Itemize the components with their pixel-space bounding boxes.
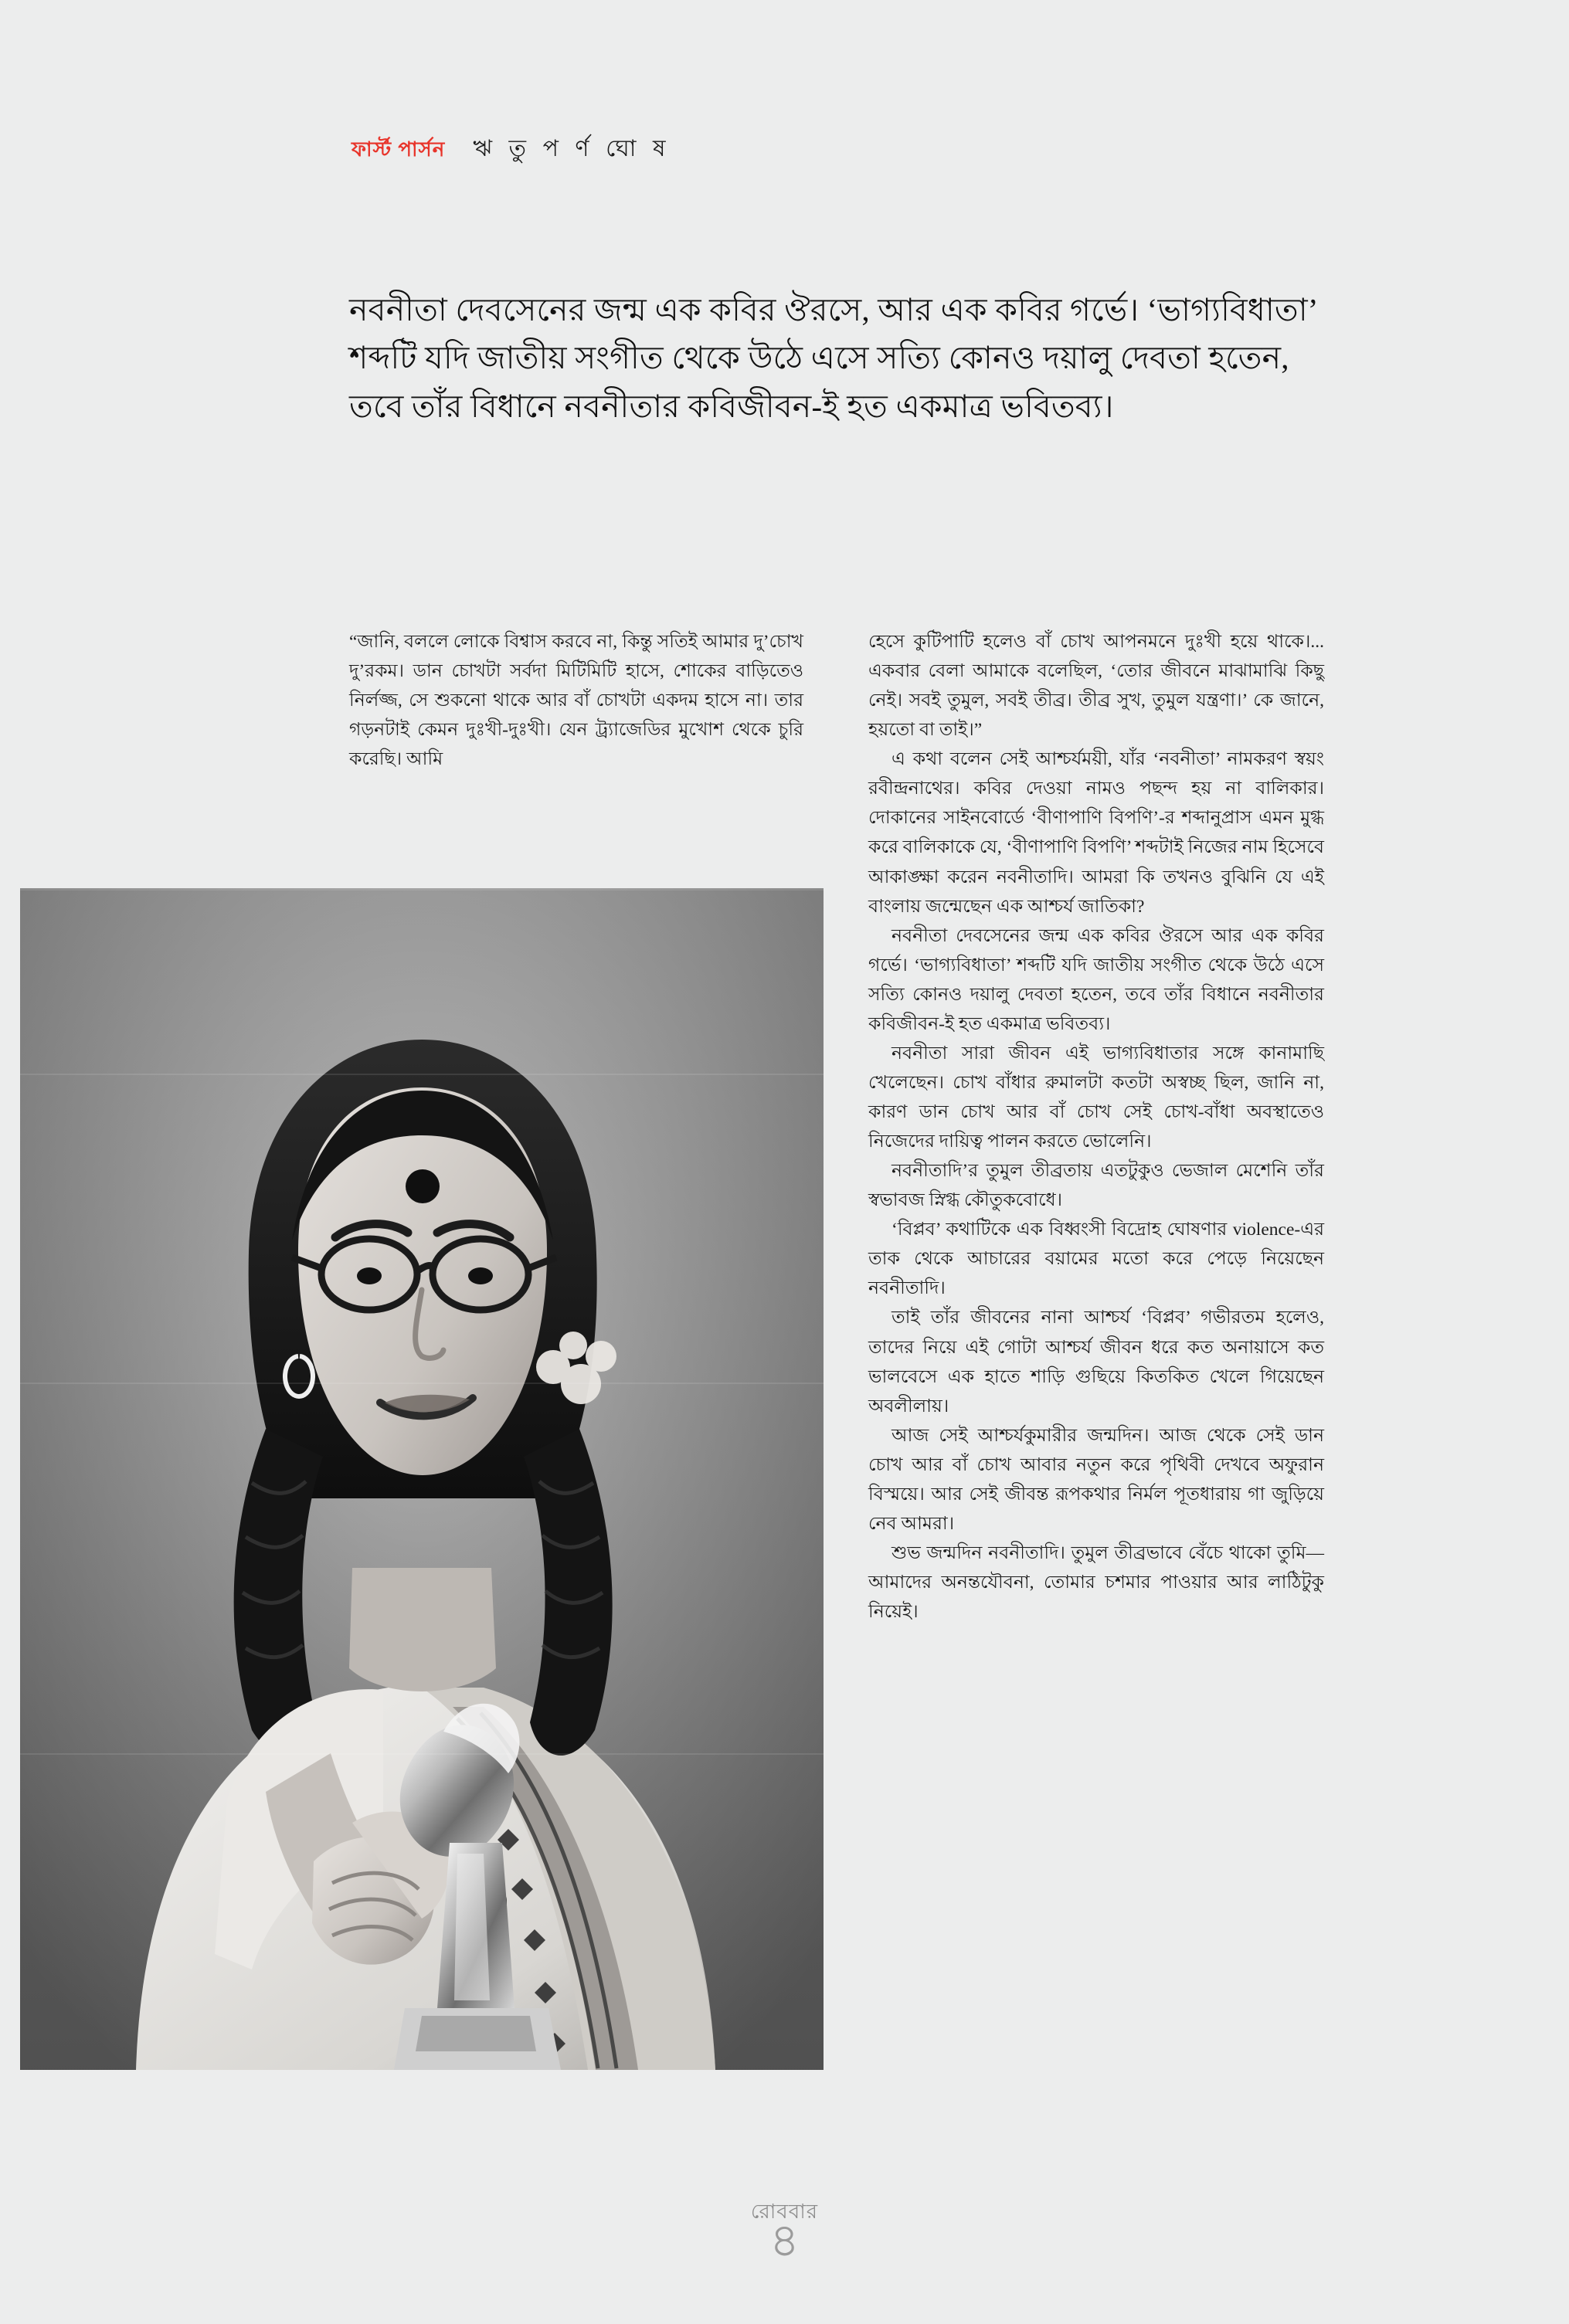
author-byline: ঋ তু প র্ণ ঘো ষ — [473, 136, 671, 161]
paragraph: নবনীতা সারা জীবন এই ভাগ্যবিধাতার সঙ্গে কানামাছি খেলেছেন। চোখ বাঁধার রুমালটা কতটা অস্বচ্ছ ছিল, জানি না, কারণ ডান চোখ আর বাঁ চোখ সেই চোখ-বাঁধা অবস্থাতেও নিজেদের দায়িত্ব পালন করতে ভোলেনি। — [868, 1043, 1324, 1152]
paragraph: তাই তাঁর জীবনের নানা আশ্চর্য ‘বিপ্লব’ গভীরতম হলেও, তাদের নিয়ে এই গোটা আশ্চর্য জীবন ধরে কত অনায়াসে কত ভালবেসে এক হাতে শাড়ি গুছিয়ে কিতকিত খেলে গিয়েছেন অবলীলায়। — [868, 1308, 1324, 1416]
paragraph: নবনীতা দেবসেনের জন্ম এক কবির ঔরসে আর এক কবির গর্ভে। ‘ভাগ্যবিধাতা’ শব্দটি যদি জাতীয় সংগীত থেকে উঠে এসে সত্যি কোনও দয়ালু দেবতা হতেন, তবে তাঁর বিধানে নবনীতার কবিজীবন-ই হত একমাত্র ভবিতব্য। — [868, 925, 1324, 1034]
body-column-left — [349, 627, 803, 774]
paragraph: শুভ জন্মদিন নবনীতাদি। তুমুল তীব্রভাবে বেঁচে থাকো তুমি—আমাদের অনন্তযৌবনা, তোমার চশমার পাওয়ার আর লাঠিটুকু নিয়েই। — [868, 1542, 1324, 1623]
paragraph: নবনীতাদি’র তুমুল তীব্রতায় এতটুকুও ভেজাল মেশেনি তাঁর স্বভাবজ স্নিগ্ধ কৌতুকবোধে। — [868, 1161, 1324, 1211]
paragraph: আজ সেই আশ্চর্যকুমারীর জন্মদিন। আজ থেকে সেই ডান চোখ আর বাঁ চোখ আবার নতুন করে পৃথিবী দেখবে অফুরান বিস্ময়ে। আর সেই জীবন্ত রূপকথার নির্মল পূতধারায় গা জুড়িয়ে নেব আমরা। — [868, 1425, 1324, 1534]
paragraph: হেসে কুটিপাটি হলেও বাঁ চোখ আপনমনে দুঃখী হয়ে থাকে।... একবার বেলা আমাকে বলেছিল, ‘তোর জীবনে মাঝামাঝি কিছু নেই। সবই তুমুল, সবই তীব্র। তীব্র সুখ, তুমুল যন্ত্রণা।’ কে জানে, হয়তো বা তাই।” — [868, 632, 1324, 741]
paragraph: “জানি, বললে লোকে বিশ্বাস করবে না, কিন্তু সতিই আমার দু’চোখ দু’রকম। ডান চোখটা সর্বদা মিটিমিটি হাসে, শোকের বাড়িতেও নির্লজ্জ, সে শুকনো থাকে আর বাঁ চোখটা একদম হাসে না। তার গড়নটাই কেমন দুঃখী-দুঃখী। যেন ট্র্যাজেডির মুখোশ থেকে চুরি করেছি। আমি — [349, 632, 803, 770]
footer-masthead: রোববার — [750, 2200, 819, 2223]
portrait-photo — [20, 888, 824, 2070]
section-kicker: ফার্স্ট পার্সন — [351, 137, 446, 161]
portrait-photo-illustration — [20, 888, 824, 2070]
paragraph: ‘বিপ্লব’ কথাটিকে এক বিধ্বংসী বিদ্রোহ ঘোষণার violence-এর তাক থেকে আচারের বয়ামের মতো করে পেড়ে নিয়েছেন নবনীতাদি। — [868, 1220, 1324, 1299]
article-header — [351, 130, 671, 169]
article-deck: নবনীতা দেবসেনের জন্ম এক কবির ঔরসে, আর এক কবির গর্ভে। ‘ভাগ্যবিধাতা’ শব্দটি যদি জাতীয় সংগীত থেকে উঠে এসে সত্যি কোনও দয়ালু দেবতা হতেন, তবে তাঁর বিধানে নবনীতার কবিজীবন-ই হত একমাত্র ভবিতব্য। — [349, 292, 1318, 424]
page-number: ৪ — [769, 2215, 800, 2266]
paragraph: এ কথা বলেন সেই আশ্চর্যময়ী, যাঁর ‘নবনীতা’ নামকরণ স্বয়ং রবীন্দ্রনাথের। কবির দেওয়া নামও পছন্দ হয় না বালিকার। দোকানের সাইনবোর্ডে ‘বীণাপাণি বিপণি’-র শব্দানুপ্রাস এমন মুগ্ধ করে বালিকাকে যে, ‘বীণাপাণি বিপণি’ শব্দটাই নিজের নাম হিসেবে আকাঙ্ক্ষা করেন নবনীতাদি। আমরা কি তখনও বুঝিনি যে এই বাংলায় জন্মেছেন এক আশ্চর্য জাতিকা? — [868, 749, 1324, 917]
body-column-right — [868, 627, 1324, 1627]
page-footer — [0, 2202, 1569, 2264]
